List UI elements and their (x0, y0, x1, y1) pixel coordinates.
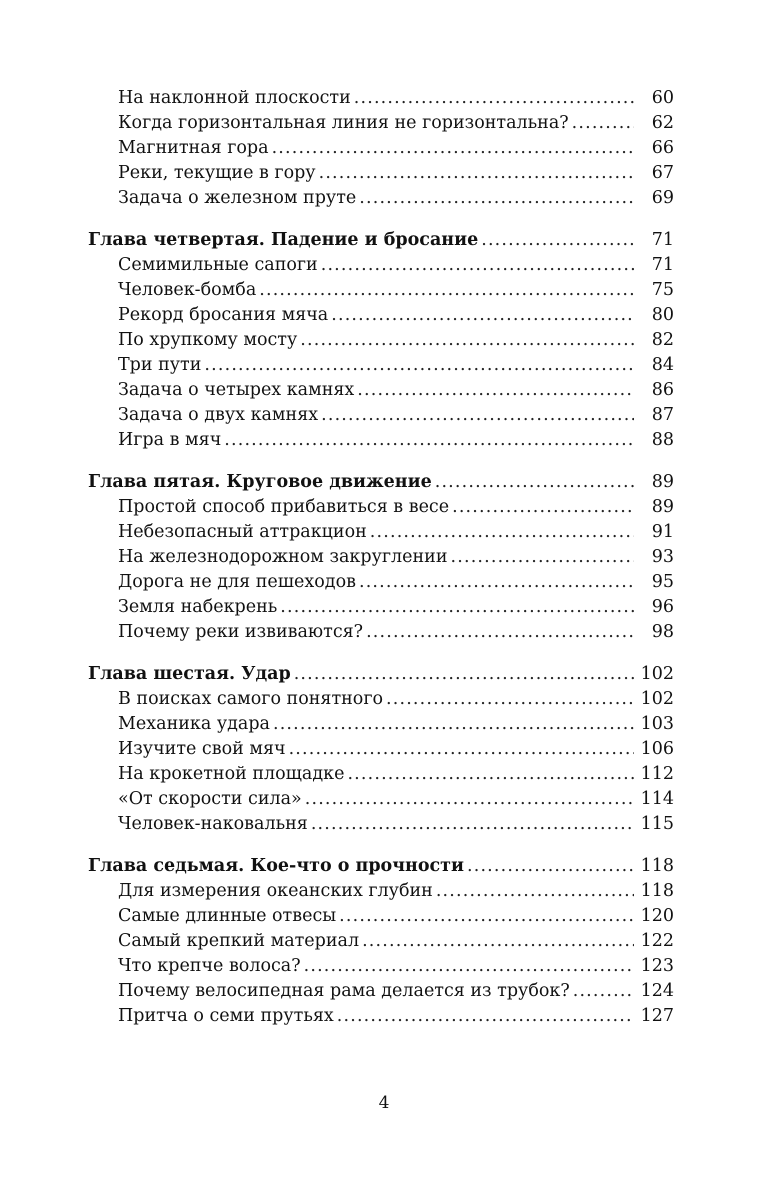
toc-entry-title: Самый крепкий материал (118, 931, 360, 951)
leader-dots (357, 378, 634, 403)
toc-entry-title: Дорога не для пешеходов (118, 572, 356, 592)
toc-entry-page: 114 (640, 789, 674, 809)
leader-dots (436, 879, 634, 904)
toc-entry (88, 620, 674, 645)
leader-dots (347, 762, 634, 787)
toc-entry (88, 303, 674, 328)
toc-entry (88, 253, 674, 278)
toc-entry (88, 111, 674, 136)
toc-entry (88, 378, 674, 403)
leader-dots (300, 328, 634, 353)
toc-entry-page: 122 (640, 931, 674, 951)
toc-entry-page: 123 (640, 956, 674, 976)
leader-dots (354, 86, 634, 111)
leader-dots (331, 303, 634, 328)
toc-entry-page: 66 (651, 138, 674, 158)
toc-entry-title: В поисках самого понятного (118, 689, 384, 709)
toc-entry (88, 812, 674, 837)
toc-entry-page: 84 (651, 355, 674, 375)
toc-entry-title: Притча о семи прутьях (118, 1006, 334, 1026)
toc-entry-page: 124 (640, 981, 674, 1001)
toc-group (88, 854, 674, 1029)
toc-entry-title: Самые длинные отвесы (118, 906, 337, 926)
toc-entry (88, 570, 674, 595)
leader-dots (273, 712, 634, 737)
leader-dots (481, 228, 634, 253)
toc-entry-page: 71 (651, 255, 674, 275)
leader-dots (272, 136, 634, 161)
chapter-heading (88, 854, 674, 879)
toc-entry-page: 60 (651, 88, 674, 108)
toc-entry-title: Семимильные сапоги (118, 255, 318, 275)
chapter-page: 89 (651, 472, 674, 492)
toc-entry-page: 120 (640, 906, 674, 926)
leader-dots (304, 954, 634, 979)
toc-entry-page: 106 (640, 739, 674, 759)
toc-entry (88, 879, 674, 904)
toc-entry-page: 127 (640, 1006, 674, 1026)
toc-entry-title: «От скорости сила» (118, 789, 302, 809)
toc-entry (88, 278, 674, 303)
toc-entry-page: 80 (651, 305, 674, 325)
toc-entry-title: Рекорд бросания мяча (118, 305, 329, 325)
toc-entry (88, 904, 674, 929)
leader-dots (573, 979, 634, 1004)
toc-entry (88, 979, 674, 1004)
chapter-title: Глава пятая. Круговое движение (88, 472, 432, 492)
toc-entry-title: Реки, текущие в гору (118, 163, 316, 183)
page-number: 4 (378, 1093, 390, 1113)
toc-entry (88, 712, 674, 737)
toc-entry (88, 929, 674, 954)
chapter-page: 102 (640, 664, 674, 684)
leader-dots (319, 161, 634, 186)
leader-dots (366, 620, 634, 645)
toc-entry-page: 118 (640, 881, 674, 901)
toc-entry-title: По хрупкому мосту (118, 330, 298, 350)
toc-entry-title: Земля набекрень (118, 597, 278, 617)
toc-group (88, 662, 674, 837)
toc-entry-title: Почему реки извиваются? (118, 622, 364, 642)
toc-entry-page: 89 (651, 497, 674, 517)
toc-entry (88, 403, 674, 428)
toc-entry (88, 787, 674, 812)
toc-entry-title: Изучите свой мяч (118, 739, 286, 759)
leader-dots (370, 520, 634, 545)
chapter-title: Глава седьмая. Кое-что о прочности (88, 856, 464, 876)
leader-dots (294, 662, 634, 687)
toc-entry-title: На наклонной плоскости (118, 88, 351, 108)
toc-entry-title: На крокетной площадке (118, 764, 345, 784)
toc-entry (88, 186, 674, 211)
toc-entry (88, 1004, 674, 1029)
leader-dots (467, 854, 634, 879)
toc-entry (88, 687, 674, 712)
toc-entry-page: 93 (651, 547, 674, 567)
leader-dots (362, 929, 634, 954)
toc-entry-title: Три пути (118, 355, 202, 375)
toc-entry-page: 96 (651, 597, 674, 617)
leader-dots (359, 186, 634, 211)
toc-entry-title: Человек-наковальня (118, 814, 308, 834)
toc-entry (88, 737, 674, 762)
toc-entry (88, 762, 674, 787)
leader-dots (311, 812, 634, 837)
toc-entry-page: 103 (640, 714, 674, 734)
toc-entry-page: 112 (640, 764, 674, 784)
toc-entry-title: На железнодорожном закруглении (118, 547, 448, 567)
toc-entry-title: Небезопасный аттракцион (118, 522, 367, 542)
leader-dots (305, 787, 634, 812)
toc-entry (88, 545, 674, 570)
leader-dots (224, 428, 634, 453)
toc-entry (88, 161, 674, 186)
leader-dots (321, 403, 634, 428)
toc-entry-title: Что крепче волоса? (118, 956, 301, 976)
toc-entry-page: 87 (651, 405, 674, 425)
leader-dots (452, 495, 634, 520)
toc-entry-page: 98 (651, 622, 674, 642)
toc-entry-title: Задача о железном пруте (118, 188, 357, 208)
toc-entry-page: 95 (651, 572, 674, 592)
toc-entry-title: Задача о четырех камнях (118, 380, 355, 400)
toc-entry-title: Простой способ прибавиться в весе (118, 497, 450, 517)
toc-entry-page: 88 (651, 430, 674, 450)
toc-entry-title: Механика удара (118, 714, 270, 734)
chapter-title: Глава четвертая. Падение и бросание (88, 230, 479, 250)
toc-entry-title: Почему велосипедная рама делается из трубок? (118, 981, 570, 1001)
toc-entry-page: 62 (651, 113, 674, 133)
leader-dots (451, 545, 634, 570)
toc-entry-title: Игра в мяч (118, 430, 222, 450)
toc-entry-page: 86 (651, 380, 674, 400)
chapter-heading (88, 228, 674, 253)
toc-entry (88, 520, 674, 545)
toc-entry-title: Задача о двух камнях (118, 405, 319, 425)
toc-group (88, 228, 674, 453)
toc-entry-page: 82 (651, 330, 674, 350)
table-of-contents (88, 86, 674, 1046)
toc-group (88, 86, 674, 211)
leader-dots (386, 687, 634, 712)
toc-entry-title: Когда горизонтальная линия не горизонтальна? (118, 113, 569, 133)
leader-dots (435, 470, 634, 495)
chapter-page: 118 (640, 856, 674, 876)
leader-dots (280, 595, 634, 620)
toc-entry (88, 86, 674, 111)
toc-entry-title: Магнитная гора (118, 138, 269, 158)
leader-dots (321, 253, 634, 278)
toc-entry-page: 69 (651, 188, 674, 208)
toc-entry-page: 75 (651, 280, 674, 300)
toc-entry (88, 136, 674, 161)
leader-dots (359, 570, 634, 595)
toc-entry-title: Человек-бомба (118, 280, 257, 300)
toc-entry (88, 353, 674, 378)
toc-entry (88, 328, 674, 353)
toc-entry-page: 91 (651, 522, 674, 542)
toc-entry (88, 495, 674, 520)
toc-entry-page: 67 (651, 163, 674, 183)
chapter-title: Глава шестая. Удар (88, 664, 291, 684)
chapter-heading (88, 662, 674, 687)
toc-entry-page: 115 (640, 814, 674, 834)
leader-dots (259, 278, 634, 303)
toc-entry (88, 595, 674, 620)
leader-dots (337, 1004, 634, 1029)
leader-dots (204, 353, 634, 378)
leader-dots (572, 111, 634, 136)
leader-dots (289, 737, 634, 762)
chapter-page: 71 (651, 230, 674, 250)
toc-group (88, 470, 674, 645)
toc-entry (88, 428, 674, 453)
toc-entry (88, 954, 674, 979)
toc-entry-page: 102 (640, 689, 674, 709)
leader-dots (339, 904, 634, 929)
toc-entry-title: Для измерения океанских глубин (118, 881, 433, 901)
chapter-heading (88, 470, 674, 495)
